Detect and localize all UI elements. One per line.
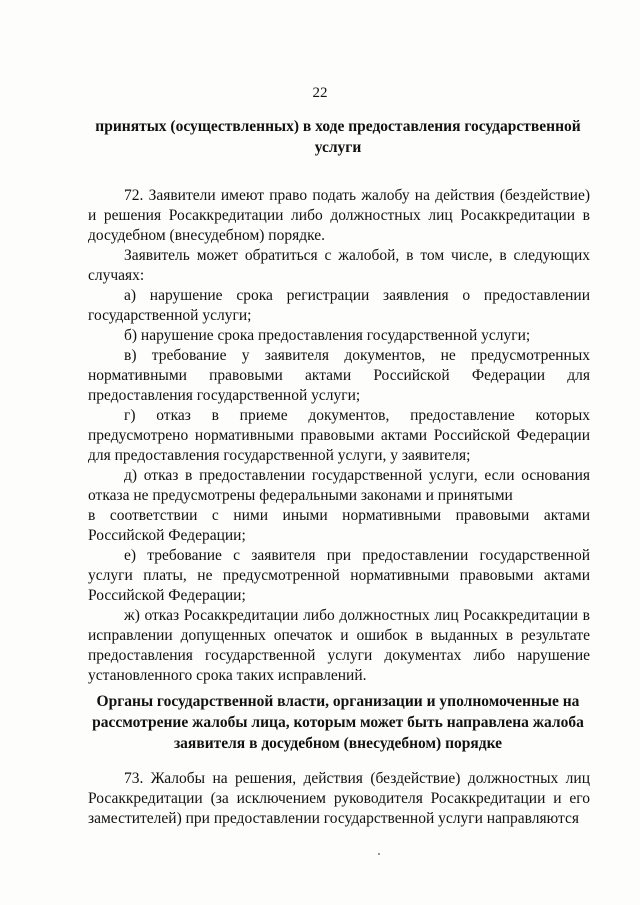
- list-item-a: а) нарушение срока регистрации заявления о предоставлении государственной услуги;: [88, 287, 590, 324]
- paragraph-73: 73. Жалобы на решения, действия (бездействие) должностных лиц Росаккредитации (за исключением руководителя Росаккредитации и его заместителей) при предоставлении государственной услуги направляются: [88, 770, 590, 827]
- section-heading-authorities: Органы государственной власти, организации и уполномоченные на рассмотрение жалобы лица, которым может быть направлена жалоба заявителя в досудебном (внесудебном) порядке: [92, 693, 584, 752]
- page-number: 22: [312, 85, 328, 101]
- paragraph-cases-intro: Заявитель может обратиться с жалобой, в том числе, в следующих случаях:: [88, 247, 590, 284]
- scan-speck: [378, 853, 380, 855]
- list-item-zh: ж) отказ Росаккредитации либо должностных лиц Росаккредитации в исправлении допущенных опечаток и ошибок в выданных в результате предоставления государственной услуги документах либо нарушение установленного срока таких исправлений.: [88, 607, 590, 684]
- list-item-g: г) отказ в приеме документов, предоставление которых предусмотрено нормативными правовыми актами Российской Федерации для предоставления государственной услуги, у заявителя;: [88, 407, 590, 464]
- paragraph-72: 72. Заявители имеют право подать жалобу на действия (бездействие) и решения Росаккредитации либо должностных лиц Росаккредитации в досудебном (внесудебном) порядке.: [88, 187, 590, 244]
- list-item-b: б) нарушение срока предоставления государственной услуги;: [124, 327, 531, 344]
- body-text-block: [88, 186, 590, 686]
- list-item-e: е) требование с заявителя при предоставлении государственной услуги платы, не предусмотренной нормативными правовыми актами Российской Федерации;: [88, 547, 590, 604]
- body-text-block: [88, 769, 590, 829]
- list-item-d-continued: в соответствии с ними иными нормативными правовыми актами Российской Федерации;: [88, 507, 590, 544]
- section-heading: принятых (осуществленных) в ходе предоставления государственной услуги: [95, 118, 581, 156]
- list-item-v: в) требование у заявителя документов, не предусмотренных нормативными правовыми актами Российской Федерации для предоставления государственной услуги;: [88, 347, 590, 404]
- list-item-d: д) отказ в предоставлении государственной услуги, если основания отказа не предусмотрены федеральными законами и принятыми: [88, 467, 590, 504]
